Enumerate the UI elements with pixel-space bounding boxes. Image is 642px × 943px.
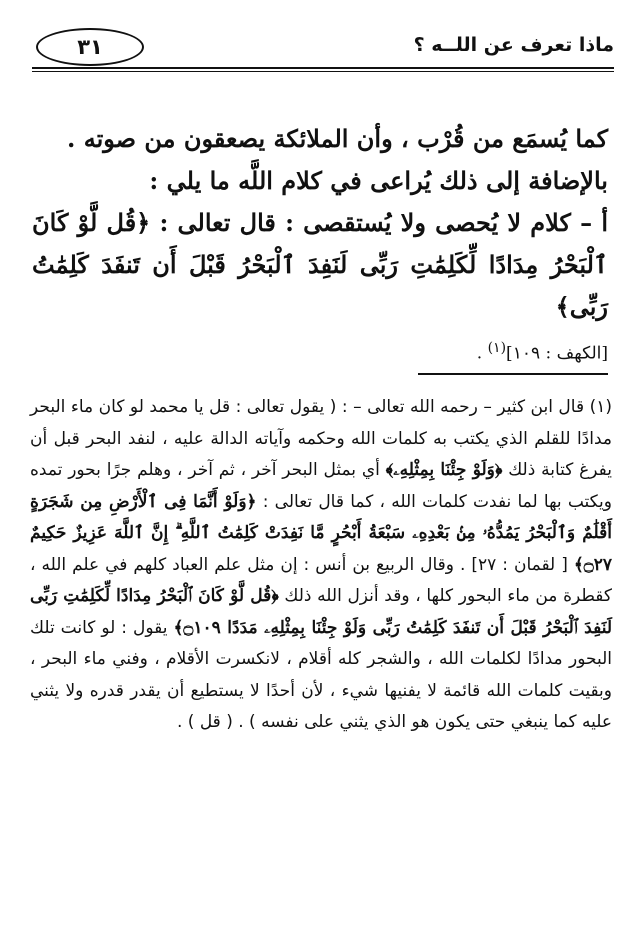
footnote-quran-2: ﴿وَلَوْ أَنَّمَا فِى ٱلْأَرْضِ مِن شَجَرَةٍ أَقْلَٰمٌ وَٱلْبَحْرُ يَمُدُّهُۥ مِنۢ بَعْدِهِۦ سَبْعَةُ أَبْحُرٍ مَّا نَفِدَتْ كَلِمَٰتُ ٱللَّهِ ۗ إِنَّ ٱللَّهَ عَزِيزٌ حَكِيمٌ ۝٢٧﴾ (30, 491, 613, 575)
item-a-intro: أ – كلام لا يُحصى ولا يُستقصى : قال تعالى : (159, 208, 609, 237)
footnote-quran-3: ﴿قُل لَّوْ كَانَ ٱلْبَحْرُ مِدَادًا لِّكَلِمَٰتِ رَبِّى لَنَفِدَ ٱلْبَحْرُ قَبْلَ أَن تَنفَدَ كَلِمَٰتُ رَبِّى وَلَوْ جِئْنَا بِمِثْلِهِۦ مَدَدًا ۝١٠٩﴾ (30, 586, 613, 638)
main-text (32, 118, 608, 374)
paragraph-2: بالإضافة إلى ذلك يُراعى في كلام اللَّه ما يلي : (149, 166, 608, 195)
footnote-part-4: يقول : لو كانت تلك البحور مدادًا لكلمات الله ، والشجر كله أقلام ، لانكسرت الأقلام ، وفني ماء البحر ، وبقيت كلمات الله قائمة لا يفنيها شيء ، لأن أحدًا لا يستطيع أن يقدر قدره ولا يثني عليه كما ينبغي حتى يكون هو الذي يثني على نفسه ) . ( قل ) . (30, 617, 612, 732)
footnote-part-2: أي بمثل البحر آخر ، ثم آخر ، وهلم جرًا بحور تمده ويكتب بها لما نفدت كلمات الله ، كما قال تعالى : (30, 460, 612, 512)
footnote-separator (418, 373, 608, 375)
verse-reference: [الكهف : ١٠٩] (506, 343, 608, 364)
footnote-marker: (١) (487, 340, 507, 356)
footnote-part-3: وقال الربيع بن أنس : إن مثل علم العباد كلهم في علم الله ، كقطرة من ماء البحور كلها ، وقد أنزل الله ذلك (30, 554, 612, 606)
footnote-part-1: (١) قال ابن كثير – رحمه الله تعالى – : ( يقول تعالى : قل يا محمد لو كان ماء البحر مدادًا للقلم الذي يكتب به كلمات الله وحكمه وآياته الدالة عليه ، لنفد البحر قبل أن يفرغ كتابة ذلك (30, 397, 613, 480)
page-number-badge: ٣١ (36, 28, 144, 66)
footnote-ref-2: [ لقمان : ٢٧] . (460, 554, 568, 575)
running-title: ماذا تعرف عن اللــه ؟ (413, 34, 614, 56)
sentence-end: . (476, 343, 483, 364)
verse-reference-line (32, 328, 608, 374)
item-a (32, 202, 608, 328)
page-header (32, 26, 614, 70)
footnote-text (30, 392, 612, 739)
footnote (30, 392, 612, 739)
header-rule-thick (32, 67, 614, 69)
paragraph-1: كما يُسمَع من قُرْب ، وأن الملائكة يصعقون من صوته . (67, 124, 608, 153)
quran-verse: ﴿قُل لَّوْ كَانَ ٱلْبَحْرُ مِدَادًا لِّكَلِمَٰتِ رَبِّى لَنَفِدَ ٱلْبَحْرُ قَبْلَ أَن تَنفَدَ كَلِمَٰتُ رَبِّى﴾ (32, 208, 608, 321)
header-rule-thin (32, 71, 614, 72)
footnote-quran-1: ﴿وَلَوْ جِئْنَا بِمِثْلِهِۦ﴾ (385, 460, 503, 480)
